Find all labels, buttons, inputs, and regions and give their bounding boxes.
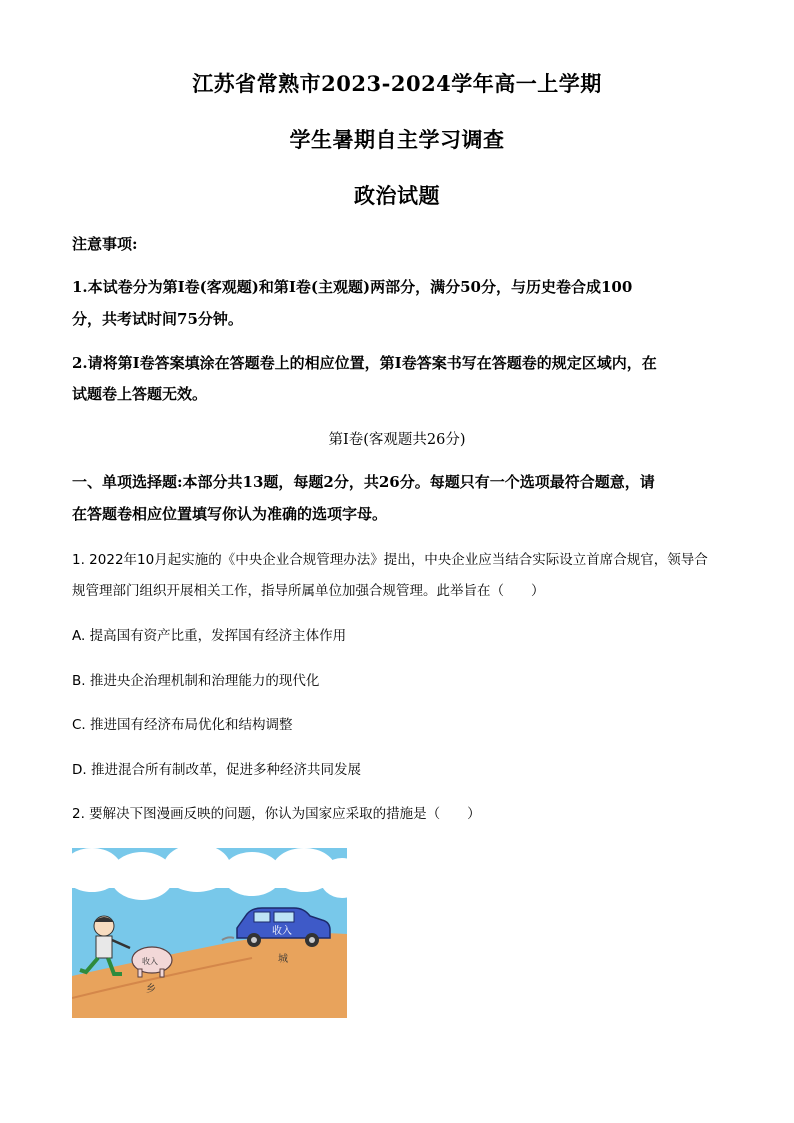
notes-item2-line1: 2.请将第Ⅰ卷答案填涂在答题卷上的相应位置，第Ⅰ卷答案书写在答题卷的规定区域内，在 xyxy=(72,354,657,372)
pig-label: 收入 xyxy=(142,957,158,966)
section-instruction-line1: 一、单项选择题:本部分共13题，每题2分，共26分。每题只有一个选项最符合题意，请 xyxy=(72,473,655,491)
paper-title-subject: 政治试题 xyxy=(354,183,440,208)
cartoon-image xyxy=(72,848,347,1018)
question-1-option-d: D. 推进混合所有制改革，促进多种经济共同发展 xyxy=(72,762,361,778)
car-label: 收入 xyxy=(272,926,292,937)
village-label: 乡 xyxy=(146,984,156,995)
question-1-option-c: C. 推进国有经济布局优化和结构调整 xyxy=(72,717,293,733)
section-heading: 第Ⅰ卷(客观题共26分) xyxy=(328,432,466,448)
section-instruction-line2: 在答题卷相应位置填写你认为准确的选项字母。 xyxy=(72,505,388,523)
question-1-option-a: A. 提高国有资产比重，发挥国有经济主体作用 xyxy=(72,628,347,644)
notes-item1-line1: 1.本试卷分为第Ⅰ卷(客观题)和第Ⅰ卷(主观题)两部分，满分50分，与历史卷合成100 xyxy=(72,278,633,296)
notes-heading: 注意事项: xyxy=(72,235,138,253)
question-1-option-b: B. 推进央企治理机制和治理能力的现代化 xyxy=(72,673,320,689)
question-1-stem-line1: 1. 2022年10月起实施的《中央企业合规管理办法》提出，中央企业应当结合实际设立首席合规官，领导合 xyxy=(72,552,708,568)
notes-item1-line2: 分，共考试时间75分钟。 xyxy=(72,310,243,328)
city-label: 城 xyxy=(278,954,288,965)
paper-title-line1: 江苏省常熟市2023-2024学年高一上学期 xyxy=(192,71,602,96)
question-2-stem: 2. 要解决下图漫画反映的问题，你认为国家应采取的措施是（ ） xyxy=(72,806,481,822)
question-1-stem-line2: 规管理部门组织开展相关工作，指导所属单位加强合规管理。此举旨在（ ） xyxy=(72,583,545,599)
notes-item2-line2: 试题卷上答题无效。 xyxy=(72,385,208,403)
paper-title-line2: 学生暑期自主学习调查 xyxy=(289,127,505,152)
